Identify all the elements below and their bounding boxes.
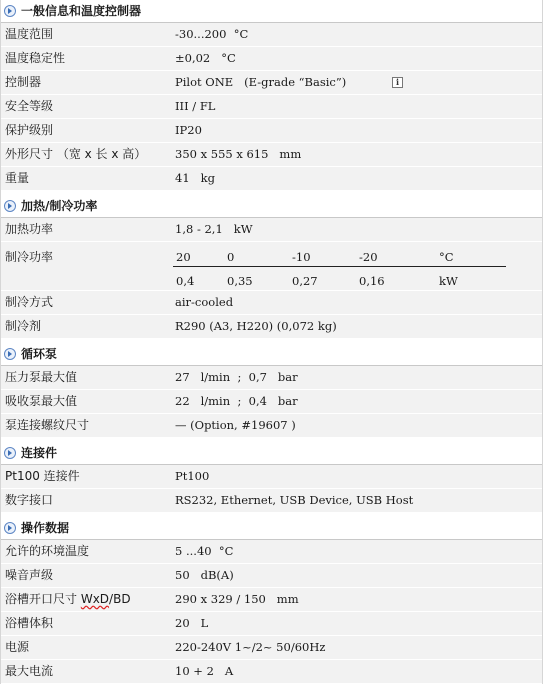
- label-part: 浴槽开口尺寸: [5, 592, 81, 606]
- spec-value: 10 + 2 A: [175, 664, 234, 678]
- spec-row: [1, 465, 542, 489]
- cooling-temp: 0: [227, 250, 235, 264]
- spec-value: Pt100: [175, 469, 210, 483]
- cooling-power-row: [1, 242, 542, 291]
- cooling-temp: -10: [292, 250, 311, 264]
- spec-label: 安全等级: [5, 99, 54, 113]
- spec-label: 制冷功率: [5, 250, 54, 264]
- cooling-power: 0,27: [292, 274, 318, 288]
- spec-label: 外形尺寸 （宽 x 长 x 高）: [5, 147, 147, 161]
- spec-label: 重量: [5, 171, 30, 185]
- section-title: 循环泵: [21, 347, 58, 361]
- spec-value: 5 ...40 °C: [175, 544, 234, 558]
- section-header-connections[interactable]: [1, 442, 542, 464]
- spec-label: 浴槽体积: [5, 616, 54, 630]
- spec-row: [1, 291, 542, 315]
- spec-value: 1,8 - 2,1 kW: [175, 222, 253, 236]
- section-title: 连接件: [21, 446, 58, 460]
- cooling-power-unit: kW: [439, 274, 458, 288]
- spec-label: 电源: [5, 640, 30, 654]
- spec-value: 22 l/min ; 0,4 bar: [175, 394, 298, 408]
- cooling-temp-unit: °C: [439, 250, 454, 264]
- spec-row: [1, 23, 542, 47]
- spec-row: [1, 143, 542, 167]
- spec-row: [1, 71, 542, 95]
- spec-row: [1, 95, 542, 119]
- cooling-power: 0,4: [176, 274, 195, 288]
- section-rows-heating: [1, 217, 542, 339]
- spec-row: [1, 540, 542, 564]
- cooling-temp: -20: [359, 250, 378, 264]
- section-title: 一般信息和温度控制器: [21, 4, 142, 18]
- spec-label: 温度稳定性: [5, 51, 66, 65]
- expand-arrow-icon[interactable]: [4, 348, 16, 360]
- section-rows-operating: [1, 539, 542, 684]
- spec-value: 290 x 329 / 150 mm: [175, 592, 299, 606]
- spec-row: [1, 489, 542, 513]
- table-divider: [173, 266, 506, 267]
- expand-arrow-icon[interactable]: [4, 522, 16, 534]
- spec-row: [1, 612, 542, 636]
- expand-arrow-icon[interactable]: [4, 447, 16, 459]
- label-part: /BD: [109, 592, 131, 606]
- section-header-heating[interactable]: [1, 195, 542, 217]
- spec-value: IP20: [175, 123, 202, 137]
- spec-label: 温度范围: [5, 27, 54, 41]
- spec-value: 41 kg: [175, 171, 215, 185]
- spec-value: 350 x 555 x 615 mm: [175, 147, 302, 161]
- spec-value: -30...200 °C: [175, 27, 249, 41]
- cooling-power: 0,35: [227, 274, 253, 288]
- spec-row: [1, 588, 542, 612]
- spec-label: 压力泵最大值: [5, 370, 78, 384]
- spec-value: 220-240V 1~/2~ 50/60Hz: [175, 640, 326, 654]
- spec-label: 保护级别: [5, 123, 54, 137]
- cooling-power: 0,16: [359, 274, 385, 288]
- spec-row: [1, 218, 542, 242]
- spec-row: [1, 414, 542, 438]
- spec-label: 制冷方式: [5, 295, 54, 309]
- spec-value: — (Option, #19607 ): [175, 418, 296, 432]
- spec-label: 吸收泵最大值: [5, 394, 78, 408]
- info-icon[interactable]: i: [392, 77, 403, 88]
- spec-value: Pilot ONE (E-grade “Basic”): [175, 75, 347, 89]
- expand-arrow-icon[interactable]: [4, 200, 16, 212]
- section-title: 操作数据: [21, 521, 70, 535]
- spec-value: R290 (A3, H220) (0,072 kg): [175, 319, 337, 333]
- spec-value: RS232, Ethernet, USB Device, USB Host: [175, 493, 414, 507]
- spec-label: Pt100 连接件: [5, 469, 80, 483]
- spec-value: ±0,02 °C: [175, 51, 236, 65]
- section-header-pump[interactable]: [1, 343, 542, 365]
- spec-label: [5, 588, 131, 611]
- expand-arrow-icon[interactable]: [4, 5, 16, 17]
- spec-label: 数字接口: [5, 493, 54, 507]
- spec-value: 27 l/min ; 0,7 bar: [175, 370, 298, 384]
- spec-row: [1, 167, 542, 191]
- spec-row: [1, 315, 542, 339]
- spec-row: [1, 636, 542, 660]
- spellcheck-word: WxD: [80, 592, 110, 606]
- section-rows-general: [1, 22, 542, 191]
- spec-label: 制冷剂: [5, 319, 42, 333]
- spec-label: 控制器: [5, 75, 42, 89]
- spec-row: [1, 660, 542, 684]
- spec-label: 泵连接螺纹尺寸: [5, 418, 90, 432]
- section-rows-connections: [1, 464, 542, 513]
- cooling-temp: 20: [176, 250, 191, 264]
- section-rows-pump: [1, 365, 542, 438]
- section-header-operating[interactable]: [1, 517, 542, 539]
- spec-value: III / FL: [175, 99, 216, 113]
- spec-value: 20 L: [175, 616, 209, 630]
- spec-label: 允许的环境温度: [5, 544, 90, 558]
- spec-label: 最大电流: [5, 664, 54, 678]
- spec-value: air-cooled: [175, 295, 234, 309]
- spec-row: [1, 390, 542, 414]
- spec-row: [1, 119, 542, 143]
- spec-row: [1, 564, 542, 588]
- spec-label: 噪音声级: [5, 568, 54, 582]
- spec-row: [1, 47, 542, 71]
- spec-value: 50 dB(A): [175, 568, 234, 582]
- spec-label: 加热功率: [5, 222, 54, 236]
- spec-row: [1, 366, 542, 390]
- section-title: 加热/制冷功率: [21, 199, 98, 213]
- section-header-general[interactable]: [1, 0, 542, 22]
